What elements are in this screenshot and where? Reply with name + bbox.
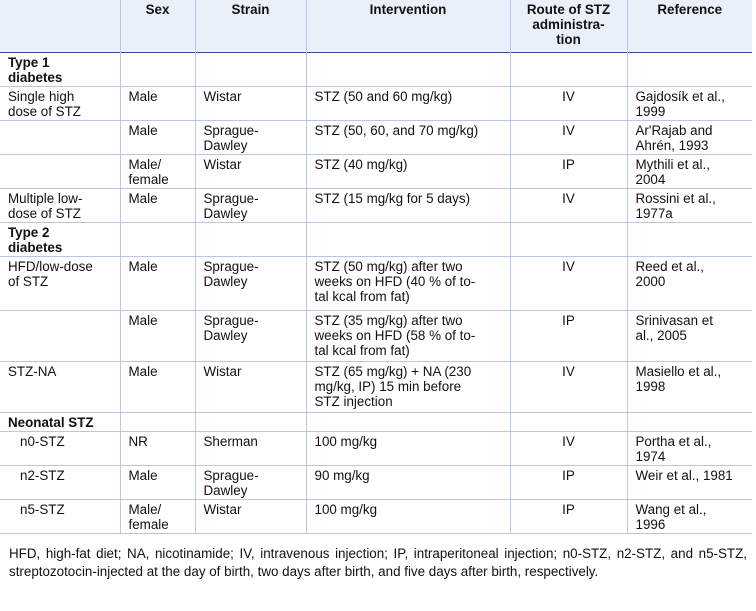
section-label-line: Type 1: [8, 54, 50, 70]
strain-cell-line: Sherman: [203, 433, 258, 449]
section-row: [0, 222, 752, 256]
sex-cell-line: Male/: [128, 501, 162, 517]
header-route: [510, 0, 627, 52]
strain-cell: [195, 499, 306, 533]
sex-cell: [120, 499, 195, 533]
intervention-cell: [306, 256, 510, 310]
table-row: [0, 499, 752, 533]
reference-cell-line: Ar'Rajab and: [635, 122, 713, 138]
header-route-line: Route of STZ: [526, 2, 611, 17]
intervention-cell: [306, 431, 510, 465]
model-cell: [0, 154, 120, 188]
intervention-cell-line: STZ injection: [314, 393, 393, 409]
sex-cell-line: Male: [128, 190, 158, 206]
model-cell: [0, 465, 120, 499]
strain-cell: [195, 256, 306, 310]
section-label: Neonatal STZ: [0, 412, 120, 431]
strain-cell-line: Dawley: [203, 137, 248, 153]
intervention-cell-line: STZ (50 and 60 mg/kg): [314, 88, 453, 104]
intervention-cell-line: weeks on HFD (40 % of to-: [314, 273, 476, 289]
table-row: [0, 154, 752, 188]
section-label: [0, 222, 120, 256]
sex-cell-line: Male: [128, 258, 158, 274]
model-cell-line: dose of STZ: [8, 205, 81, 221]
header-model: [0, 0, 120, 52]
reference-cell-line: 1974: [635, 448, 666, 464]
strain-cell: [195, 154, 306, 188]
section-row: [0, 412, 752, 431]
intervention-cell-line: mg/kg, IP) 15 min before: [314, 378, 462, 394]
strain-cell: [195, 188, 306, 222]
reference-cell: [627, 465, 752, 499]
intervention-cell: [306, 310, 510, 361]
sex-cell: [120, 120, 195, 154]
reference-cell-line: Gajdosík et al.,: [635, 88, 725, 104]
model-cell-line: n0-STZ: [20, 433, 65, 449]
reference-cell: [627, 86, 752, 120]
reference-cell-line: 2004: [635, 171, 666, 187]
sex-cell-line: Male: [128, 363, 158, 379]
strain-cell: [195, 310, 306, 361]
empty-cell: [195, 52, 306, 86]
reference-cell-line: al., 2005: [635, 327, 687, 343]
reference-cell-line: Ahrén, 1993: [635, 137, 709, 153]
strain-cell-line: Dawley: [203, 273, 248, 289]
model-cell: [0, 188, 120, 222]
empty-cell: [120, 52, 195, 86]
intervention-cell: [306, 188, 510, 222]
empty-cell: [306, 52, 510, 86]
sex-cell-line: Male: [128, 312, 158, 328]
table-footnote: HFD, high-fat diet; NA, nicotinamide; IV, intravenous injection; IP, intraperitoneal injection; n0-STZ, n2-STZ, and n5-STZ, streptozotocin-injected at the day of birth, two days after birth, and five days after birth, respectively.: [9, 546, 747, 579]
strain-cell: [195, 361, 306, 412]
sex-cell-line: Male: [128, 88, 158, 104]
intervention-cell: [306, 154, 510, 188]
model-cell-line: n5-STZ: [20, 501, 65, 517]
sex-cell-line: Male: [128, 467, 158, 483]
table-row: [0, 465, 752, 499]
reference-cell-line: 1977a: [635, 205, 673, 221]
strain-cell: [195, 465, 306, 499]
intervention-cell-line: 90 mg/kg: [314, 467, 370, 483]
section-label: [0, 52, 120, 86]
sex-cell-line: female: [128, 516, 169, 532]
model-cell: [0, 310, 120, 361]
strain-cell-line: Sprague-: [203, 467, 259, 483]
strain-cell-line: Dawley: [203, 205, 248, 221]
header-reference: Reference: [657, 2, 723, 17]
reference-cell-line: Portha et al.,: [635, 433, 712, 449]
header-row: [0, 0, 752, 52]
intervention-cell-line: STZ (40 mg/kg): [314, 156, 408, 172]
header-route-line: tion: [556, 32, 581, 47]
sex-cell: [120, 86, 195, 120]
empty-cell: [627, 222, 752, 256]
section-label-line: Type 2: [8, 224, 50, 240]
route-cell: IP: [510, 499, 627, 533]
sex-cell: [120, 465, 195, 499]
intervention-cell-line: STZ (35 mg/kg) after two: [314, 312, 463, 328]
reference-cell: [627, 499, 752, 533]
strain-cell-line: Dawley: [203, 327, 248, 343]
strain-cell: [195, 86, 306, 120]
model-cell: [0, 86, 120, 120]
empty-cell: [120, 412, 195, 431]
strain-cell: [195, 431, 306, 465]
reference-cell-line: Rossini et al.,: [635, 190, 716, 206]
section-label-line: diabetes: [8, 239, 63, 255]
route-cell: IP: [510, 465, 627, 499]
route-cell: IP: [510, 154, 627, 188]
intervention-cell: [306, 361, 510, 412]
model-cell-line: HFD/low-dose: [8, 258, 93, 274]
strain-cell-line: Wistar: [203, 501, 242, 517]
empty-cell: [306, 412, 510, 431]
strain-cell-line: Wistar: [203, 88, 242, 104]
empty-cell: [627, 412, 752, 431]
table-row: [0, 310, 752, 361]
empty-cell: [120, 222, 195, 256]
intervention-cell-line: tal kcal from fat): [314, 288, 410, 304]
reference-cell-line: 2000: [635, 273, 666, 289]
header-route-line: administra-: [532, 17, 605, 32]
reference-cell: [627, 361, 752, 412]
model-cell-line: dose of STZ: [8, 103, 81, 119]
sex-cell: [120, 256, 195, 310]
table-row: [0, 256, 752, 310]
section-row: [0, 52, 752, 86]
intervention-cell-line: tal kcal from fat): [314, 342, 410, 358]
intervention-cell-line: 100 mg/kg: [314, 501, 378, 517]
sex-cell-line: Male: [128, 122, 158, 138]
reference-cell: [627, 154, 752, 188]
reference-cell-line: Weir et al., 1981: [635, 467, 733, 483]
model-cell: [0, 256, 120, 310]
reference-cell-line: Wang et al.,: [635, 501, 707, 517]
table-row: [0, 86, 752, 120]
intervention-cell: [306, 465, 510, 499]
model-cell: [0, 499, 120, 533]
model-cell: [0, 431, 120, 465]
strain-cell-line: Wistar: [203, 363, 242, 379]
route-cell: IV: [510, 256, 627, 310]
empty-cell: [510, 222, 627, 256]
empty-cell: [510, 52, 627, 86]
table-row: [0, 120, 752, 154]
strain-cell-line: Sprague-: [203, 312, 259, 328]
strain-cell: [195, 120, 306, 154]
route-cell: IV: [510, 86, 627, 120]
model-cell-line: Single high: [8, 88, 75, 104]
sex-cell-line: NR: [128, 433, 148, 449]
empty-cell: [627, 52, 752, 86]
reference-cell-line: Srinivasan et: [635, 312, 713, 328]
intervention-cell-line: STZ (15 mg/kg for 5 days): [314, 190, 471, 206]
intervention-cell-line: STZ (50 mg/kg) after two: [314, 258, 463, 274]
empty-cell: [510, 412, 627, 431]
reference-cell-line: Mythili et al.,: [635, 156, 710, 172]
intervention-cell: [306, 86, 510, 120]
header-intervention: Intervention: [306, 0, 510, 52]
sex-cell: [120, 431, 195, 465]
strain-cell-line: Sprague-: [203, 258, 259, 274]
reference-cell-line: 1996: [635, 516, 666, 532]
reference-cell: [627, 310, 752, 361]
empty-cell: [195, 222, 306, 256]
model-cell: [0, 120, 120, 154]
sex-cell-line: Male/: [128, 156, 162, 172]
reference-cell: [627, 120, 752, 154]
intervention-cell-line: weeks on HFD (58 % of to-: [314, 327, 476, 343]
reference-cell-line: 1998: [635, 378, 666, 394]
reference-cell: [627, 431, 752, 465]
sex-cell-line: female: [128, 171, 169, 187]
model-cell-line: STZ-NA: [8, 363, 57, 379]
reference-cell: [627, 256, 752, 310]
table-row: [0, 361, 752, 412]
route-cell: IV: [510, 120, 627, 154]
sex-cell: [120, 154, 195, 188]
header-strain: Strain: [195, 0, 306, 52]
header-sex: Sex: [120, 0, 195, 52]
table-row: [0, 431, 752, 465]
intervention-cell: [306, 120, 510, 154]
empty-cell: [306, 222, 510, 256]
model-cell-line: of STZ: [8, 273, 49, 289]
table-row: [0, 188, 752, 222]
model-cell-line: Multiple low-: [8, 190, 83, 206]
reference-cell-line: 1999: [635, 103, 666, 119]
route-cell: IP: [510, 310, 627, 361]
route-cell: IV: [510, 361, 627, 412]
section-label-line: diabetes: [8, 69, 63, 85]
model-cell-line: n2-STZ: [20, 467, 65, 483]
strain-cell-line: Sprague-: [203, 122, 259, 138]
intervention-cell-line: STZ (50, 60, and 70 mg/kg): [314, 122, 479, 138]
intervention-cell: [306, 499, 510, 533]
empty-cell: [195, 412, 306, 431]
sex-cell: [120, 361, 195, 412]
intervention-cell-line: 100 mg/kg: [314, 433, 378, 449]
intervention-cell-line: STZ (65 mg/kg) + NA (230: [314, 363, 472, 379]
strain-cell-line: Sprague-: [203, 190, 259, 206]
strain-cell-line: Wistar: [203, 156, 242, 172]
route-cell: IV: [510, 188, 627, 222]
reference-cell: [627, 188, 752, 222]
sex-cell: [120, 188, 195, 222]
reference-cell-line: Reed et al.,: [635, 258, 704, 274]
route-cell: IV: [510, 431, 627, 465]
reference-cell-line: Masiello et al.,: [635, 363, 722, 379]
strain-cell-line: Dawley: [203, 482, 248, 498]
model-cell: [0, 361, 120, 412]
sex-cell: [120, 310, 195, 361]
